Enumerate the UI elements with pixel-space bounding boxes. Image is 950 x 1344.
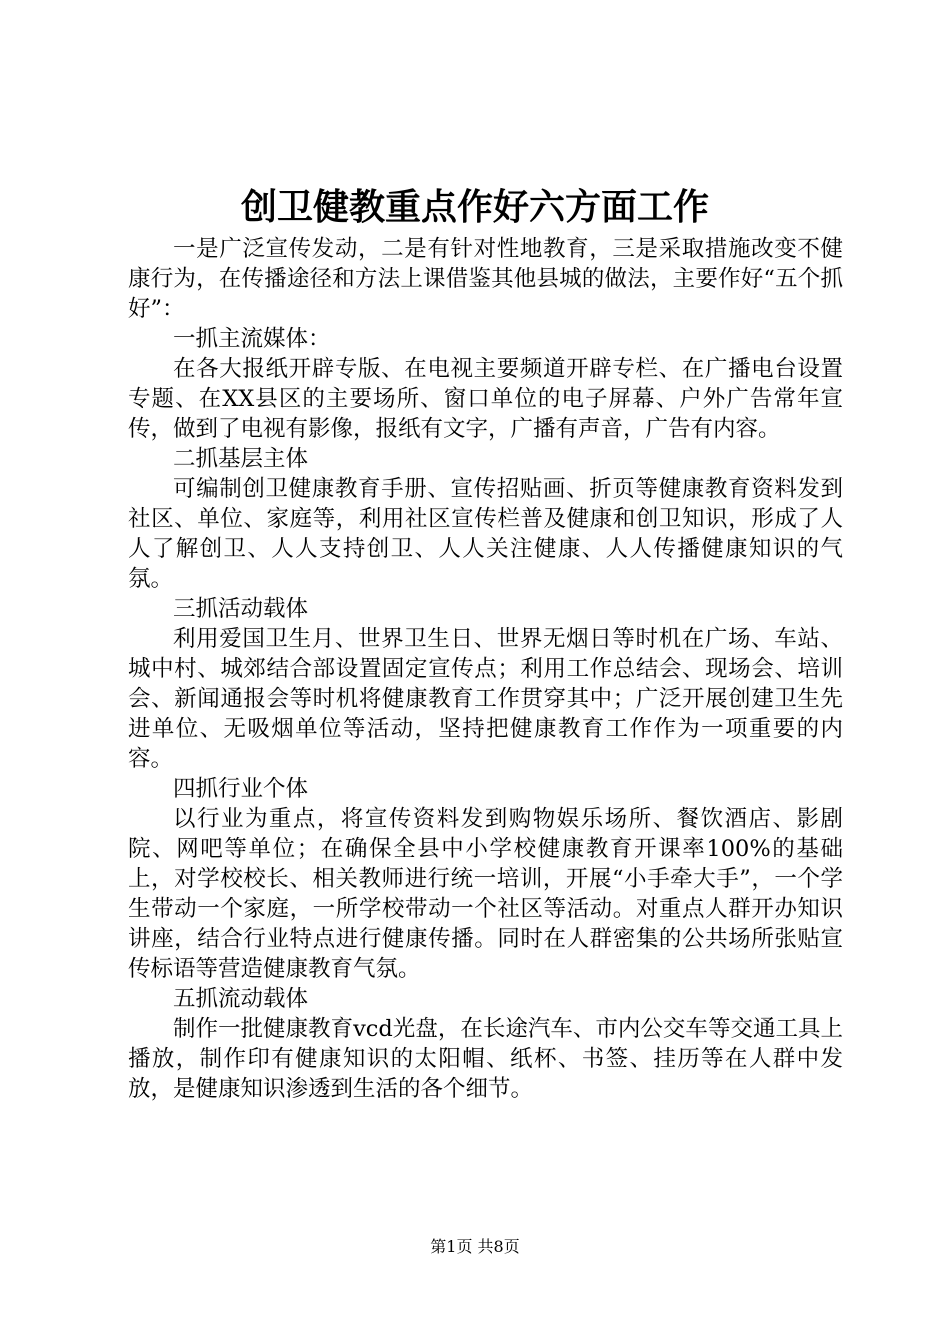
section-heading: 一抓主流媒体： xyxy=(173,326,331,352)
paragraph: 制作一批健康教育vcd光盘，在长途汽车、市内公交车等交通工具上播放，制作印有健康知识的太阳帽、纸杯、书签、挂历等在人群中发放，是健康知识渗透到生活的各个细节。 xyxy=(128,1016,843,1102)
section-heading: 三抓活动载体 xyxy=(173,596,309,622)
paragraph: 利用爱国卫生月、世界卫生日、世界无烟日等时机在广场、车站、城中村、城郊结合部设置固定宣传点；利用工作总结会、现场会、培训会、新闻通报会等时机将健康教育工作贯穿其中；广泛开展创建卫生先进单位、无吸烟单位等活动，坚持把健康教育工作作为一项重要的内容。 xyxy=(128,626,843,772)
page-number-footer: 第1页 共8页 xyxy=(430,1237,520,1256)
document-title: 创卫健教重点作好六方面工作 xyxy=(240,186,709,228)
paragraph: 一是广泛宣传发动，二是有针对性地教育，三是采取措施改变不健康行为，在传播途径和方法上课借鉴其他县城的做法，主要作好“五个抓好”： xyxy=(128,236,843,322)
paragraph: 可编制创卫健康教育手册、宣传招贴画、折页等健康教育资料发到社区、单位、家庭等，利用社区宣传栏普及健康和创卫知识，形成了人人了解创卫、人人支持创卫、人人关注健康、人人传播健康知识的气氛。 xyxy=(128,476,843,592)
section-heading: 五抓流动载体 xyxy=(173,986,309,1012)
section-heading: 二抓基层主体 xyxy=(173,446,309,472)
document-body xyxy=(128,234,843,1104)
paragraph: 在各大报纸开辟专版、在电视主要频道开辟专栏、在广播电台设置专题、在XX县区的主要场所、窗口单位的电子屏幕、户外广告常年宣传，做到了电视有影像，报纸有文字，广播有声音，广告有内容。 xyxy=(128,356,843,442)
paragraph: 以行业为重点，将宣传资料发到购物娱乐场所、餐饮酒店、影剧院、网吧等单位；在确保全县中小学校健康教育开课率100%的基础上，对学校校长、相关教师进行统一培训，开展“小手牵大手”，一个学生带动一个家庭，一所学校带动一个社区等活动。对重点人群开办知识讲座，结合行业特点进行健康传播。同时在人群密集的公共场所张贴宣传标语等营造健康教育气氛。 xyxy=(128,806,843,982)
section-heading: 四抓行业个体 xyxy=(173,776,309,802)
